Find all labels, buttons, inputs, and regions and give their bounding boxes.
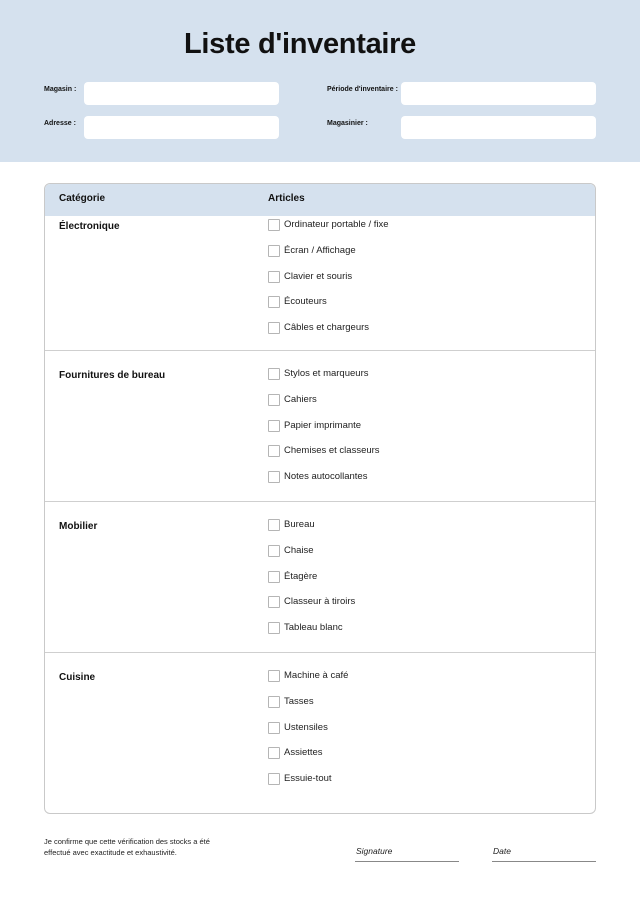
item-label: Stylos et marqueurs [284, 368, 369, 379]
item-checkbox[interactable] [268, 773, 280, 785]
item-checkbox[interactable] [268, 747, 280, 759]
storekeeper-field[interactable] [401, 116, 596, 139]
item-label: Écouteurs [284, 296, 327, 308]
item-checkbox[interactable] [268, 696, 280, 708]
item-label: Ordinateur portable / fixe [284, 219, 389, 230]
store-label: Magasin : [44, 86, 77, 93]
item-label: Papier imprimante [284, 419, 362, 431]
category-row [45, 350, 595, 502]
item-label: Assiettes [284, 747, 323, 759]
item-label: Machine à café [284, 670, 349, 681]
item-label: Chaise [284, 544, 314, 556]
item-checkbox[interactable] [268, 219, 280, 231]
column-header-items: Articles [268, 193, 305, 204]
item-checkbox[interactable] [268, 471, 280, 483]
item-checkbox[interactable] [268, 571, 280, 583]
item-label: Câbles et chargeurs [284, 322, 370, 334]
address-label: Adresse : [44, 120, 76, 127]
address-field[interactable] [84, 116, 279, 139]
signature-line[interactable] [355, 861, 459, 862]
item-label: Cahiers [284, 393, 317, 405]
category-name: Cuisine [59, 672, 96, 683]
store-field[interactable] [84, 82, 279, 105]
item-label: Essuie-tout [284, 773, 332, 785]
item-checkbox[interactable] [268, 368, 280, 380]
period-field[interactable] [401, 82, 596, 105]
item-label: Bureau [284, 519, 315, 530]
item-checkbox[interactable] [268, 296, 280, 308]
category-name: Mobilier [59, 521, 98, 532]
item-checkbox[interactable] [268, 519, 280, 531]
item-checkbox[interactable] [268, 596, 280, 608]
table-header [45, 184, 595, 216]
item-checkbox[interactable] [268, 622, 280, 634]
storekeeper-label: Magasinier : [327, 120, 368, 127]
period-label: Période d'inventaire : [327, 86, 398, 93]
item-label: Ustensiles [284, 721, 328, 733]
column-header-category: Catégorie [59, 193, 106, 204]
category-row [45, 652, 595, 813]
item-label: Tasses [284, 695, 314, 707]
item-label: Classeur à tiroirs [284, 596, 356, 608]
item-checkbox[interactable] [268, 545, 280, 557]
item-checkbox[interactable] [268, 445, 280, 457]
item-checkbox[interactable] [268, 394, 280, 406]
category-name: Électronique [59, 221, 120, 232]
item-checkbox[interactable] [268, 245, 280, 257]
item-checkbox[interactable] [268, 722, 280, 734]
item-label: Étagère [284, 570, 318, 582]
item-label: Chemises et classeurs [284, 445, 380, 457]
item-checkbox[interactable] [268, 670, 280, 682]
item-label: Notes autocollantes [284, 471, 368, 483]
category-row [45, 501, 595, 653]
date-line[interactable] [492, 861, 596, 862]
inventory-table [44, 183, 596, 814]
item-checkbox[interactable] [268, 271, 280, 283]
item-label: Écran / Affichage [284, 244, 356, 256]
item-label: Tableau blanc [284, 622, 343, 634]
item-checkbox[interactable] [268, 420, 280, 432]
header-band [0, 0, 640, 162]
date-label: Date [493, 846, 511, 856]
page-title: Liste d'inventaire [184, 28, 416, 60]
category-name: Fournitures de bureau [59, 370, 166, 381]
confirmation-text: Je confirme que cette vérification des stocks a été effectué avec exactitude et exhaustivité. [44, 837, 210, 857]
category-row [45, 217, 595, 350]
item-checkbox[interactable] [268, 322, 280, 334]
signature-label: Signature [356, 846, 393, 856]
item-label: Clavier et souris [284, 270, 353, 282]
